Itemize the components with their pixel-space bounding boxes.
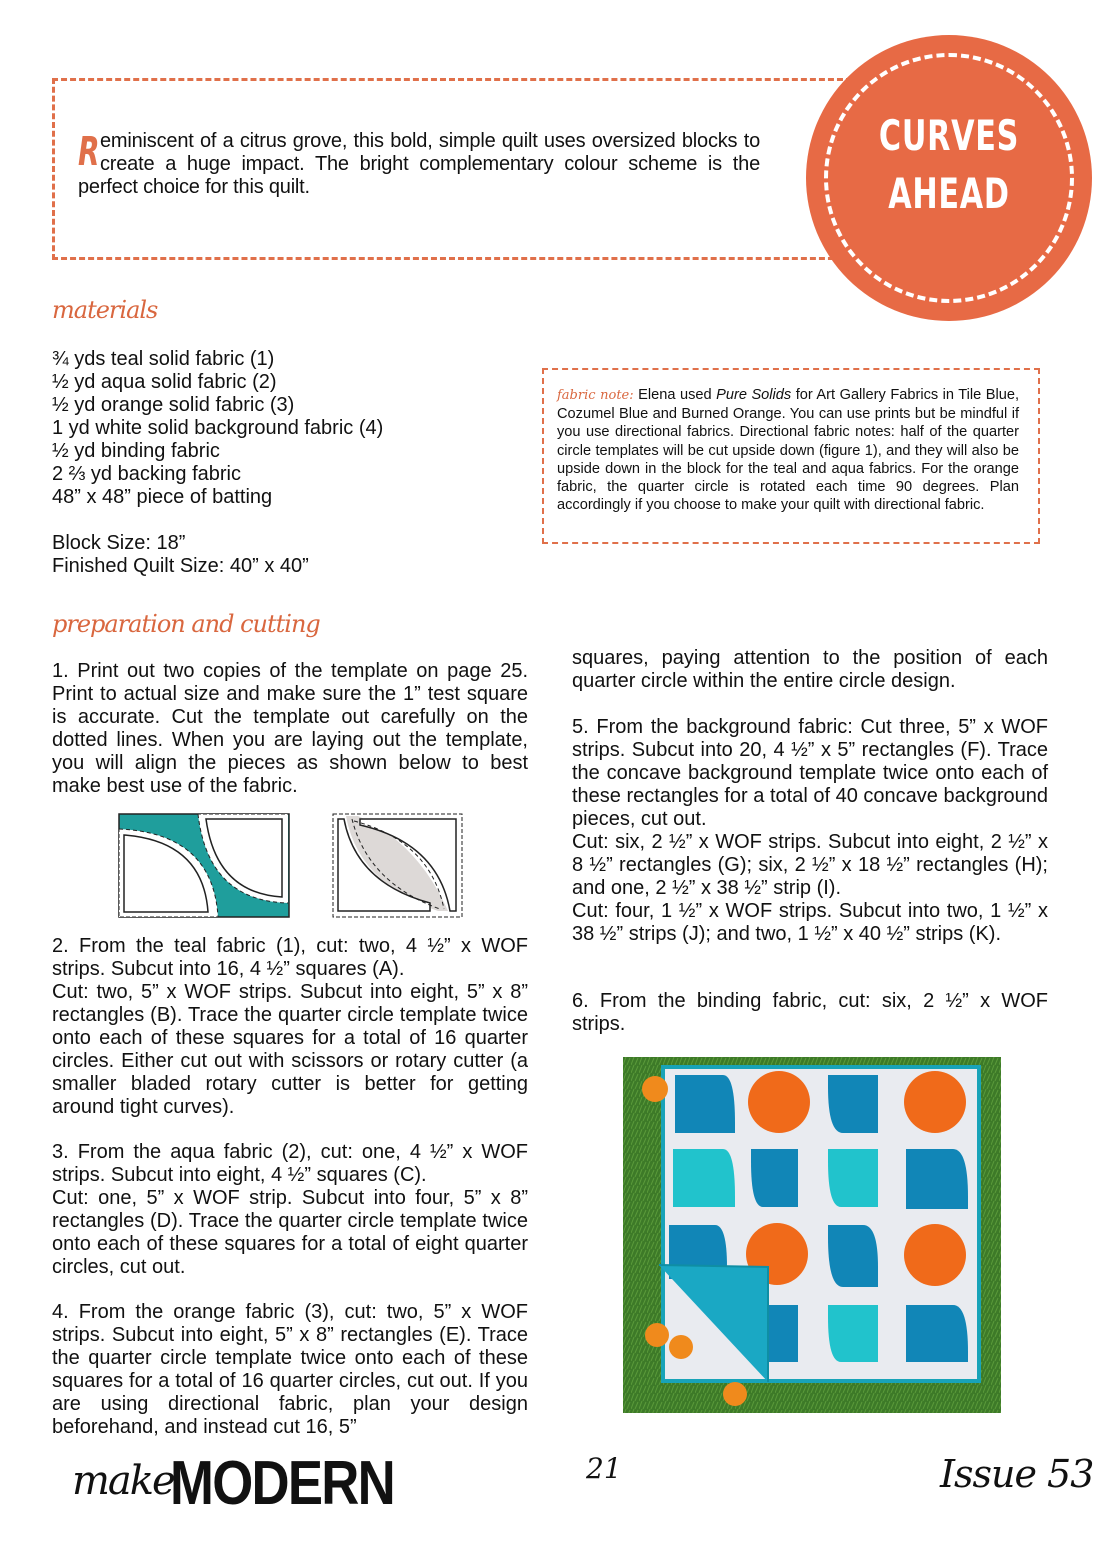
- orange-circle: [904, 1071, 966, 1133]
- drop-cap: R: [78, 129, 100, 175]
- material-item: 2 ⅔ yd backing fabric: [52, 463, 241, 485]
- step-1-text: 1. Print out two copies of the template on page 25. Print to actual size and make sure the 1” test square is accurate. Cut the template out carefully on the dotted lines. When you are laying out the template, you will align the pieces as shown below to best make best use of the fabric.: [52, 660, 528, 797]
- orange-fruit: [645, 1323, 669, 1347]
- step-6-text: 6. From the binding fabric, cut: six, 2 ½” x WOF strips.: [572, 990, 1048, 1035]
- block-size: Block Size: 18”: [52, 532, 186, 554]
- step-2-text: 2. From the teal fabric (1), cut: two, 4 ½” x WOF strips. Subcut into 16, 4 ½” squares (A).: [52, 935, 528, 980]
- page-number: 21: [586, 1452, 622, 1485]
- finished-quilt-size: Finished Quilt Size: 40” x 40”: [52, 555, 309, 577]
- step-5: [572, 716, 1048, 946]
- fabric-note-text: Elena used: [633, 387, 717, 403]
- step-4-continued-text: squares, paying attention to the position of each quarter circle within the entire circle design.: [572, 647, 1048, 692]
- intro-text: eminiscent of a citrus grove, this bold, simple quilt uses oversized blocks to create a huge impact. The bright complementary colour scheme is the perfect choice for this quilt.: [78, 130, 760, 198]
- step-4-continued: [572, 647, 1048, 693]
- teal-leaf: [828, 1225, 878, 1287]
- template-layout-figure: [118, 813, 463, 918]
- logo-make-text: make: [72, 1458, 174, 1504]
- teal-leaf: [906, 1149, 968, 1209]
- step-5-text: Cut: six, 2 ½” x WOF strips. Subcut into eight, 2 ½” x 8 ½” rectangles (G); six, 2 ½” x 18 ½” rectangles (H); and one, 2 ½” x 38 ½” strip (I).: [572, 831, 1048, 899]
- aqua-leaf: [828, 1305, 878, 1362]
- step-1: [52, 660, 528, 798]
- fabric-note-label: fabric note:: [557, 388, 634, 403]
- step-3: [52, 1141, 528, 1279]
- figure-left-quarter-circles: [119, 814, 289, 917]
- sizes: [52, 532, 309, 578]
- step-5-text: Cut: four, 1 ½” x WOF strips. Subcut into two, 1 ½” x 38 ½” strips (J); and two, 1 ½” x 40 ½” strips (K).: [572, 900, 1048, 945]
- orange-fruit: [669, 1335, 693, 1359]
- material-item: ½ yd aqua solid fabric (2): [52, 371, 277, 393]
- material-item: ½ yd orange solid fabric (3): [52, 394, 295, 416]
- step-2-text: Cut: two, 5” x WOF strips. Subcut into eight, 5” x 8” rectangles (B). Trace the quarter circle template twice onto each of these squares for a total of 16 quarter circles. Either cut out with scissors or rotary cutter (a smaller bladed rotary cutter is better for getting around tight curves).: [52, 981, 528, 1118]
- step-3-text: Cut: one, 5” x WOF strip. Subcut into four, 5” x 8” rectangles (D). Trace the quarter circle template twice onto each of these squares for a total of eight quarter circles, cut out.: [52, 1187, 528, 1278]
- quilt-illustration: [623, 1057, 1001, 1413]
- teal-leaf: [675, 1075, 735, 1133]
- step-6: [572, 990, 1048, 1036]
- orange-circle: [748, 1071, 810, 1133]
- teal-leaf: [751, 1149, 798, 1207]
- aqua-leaf: [828, 1149, 878, 1207]
- make-modern-logo: [72, 1448, 402, 1518]
- step-4: [52, 1301, 528, 1439]
- curves-ahead-badge: [806, 35, 1092, 321]
- issue-label: Issue 53: [940, 1452, 1094, 1496]
- orange-fruit: [642, 1076, 668, 1102]
- material-item: ¾ yds teal solid fabric (1): [52, 348, 275, 370]
- material-item: 48” x 48” piece of batting: [52, 486, 273, 508]
- intro-paragraph: [78, 130, 760, 199]
- material-item: 1 yd white solid background fabric (4): [52, 417, 384, 439]
- fabric-note-text: for Art Gallery Fabrics in Tile Blue, Cozumel Blue and Burned Orange. You can use prints but be mindful if you use directional fabrics. Directional fabric notes: half of the quarter circle templates will be cut upside down (figure 1), and they will also be upside down in the block for the teal and aqua fabrics. For the orange fabric, the quarter circle is rotated each time 90 degrees. Plan accordingly if you choose to make your quilt with directional fabric.: [557, 387, 1020, 514]
- aqua-leaf: [673, 1149, 735, 1207]
- material-item: ½ yd binding fabric: [52, 440, 220, 462]
- orange-circle: [904, 1224, 966, 1286]
- teal-leaf: [906, 1305, 968, 1362]
- badge-line-1: CURVES: [878, 111, 1020, 160]
- step-4-text: 4. From the orange fabric (3), cut: two, 5” x WOF strips. Subcut into eight, 5” x 8” rectangles (E). Trace the quarter circle template twice onto each of these squares for a total of 16 quarter circles, cut out. If you are using directional fabric, plan your design beforehand, and instead cut 16, 5”: [52, 1301, 528, 1438]
- figure-right-concave-pieces: [333, 814, 462, 917]
- fabric-note-brand: Pure Solids: [716, 387, 792, 403]
- step-3-text: 3. From the aqua fabric (2), cut: one, 4 ½” x WOF strips. Subcut into eight, 4 ½” squares (C).: [52, 1141, 528, 1186]
- materials-heading: materials: [52, 296, 158, 324]
- teal-leaf: [828, 1075, 878, 1133]
- materials-list: [52, 348, 383, 509]
- orange-fruit: [723, 1382, 747, 1406]
- step-2: [52, 935, 528, 1119]
- logo-modern-text: MODERN: [170, 1449, 395, 1518]
- fabric-note: [557, 386, 1019, 514]
- preparation-heading: preparation and cutting: [52, 610, 320, 638]
- quilt-photo: [623, 1057, 1001, 1413]
- badge-line-2: AHEAD: [888, 169, 1010, 218]
- step-5-text: 5. From the background fabric: Cut three, 5” x WOF strips. Subcut into 20, 4 ½” x 5” rectangles (F). Trace the concave background template twice onto each of these rectangles for a total of 40 concave background pieces, cut out.: [572, 716, 1048, 830]
